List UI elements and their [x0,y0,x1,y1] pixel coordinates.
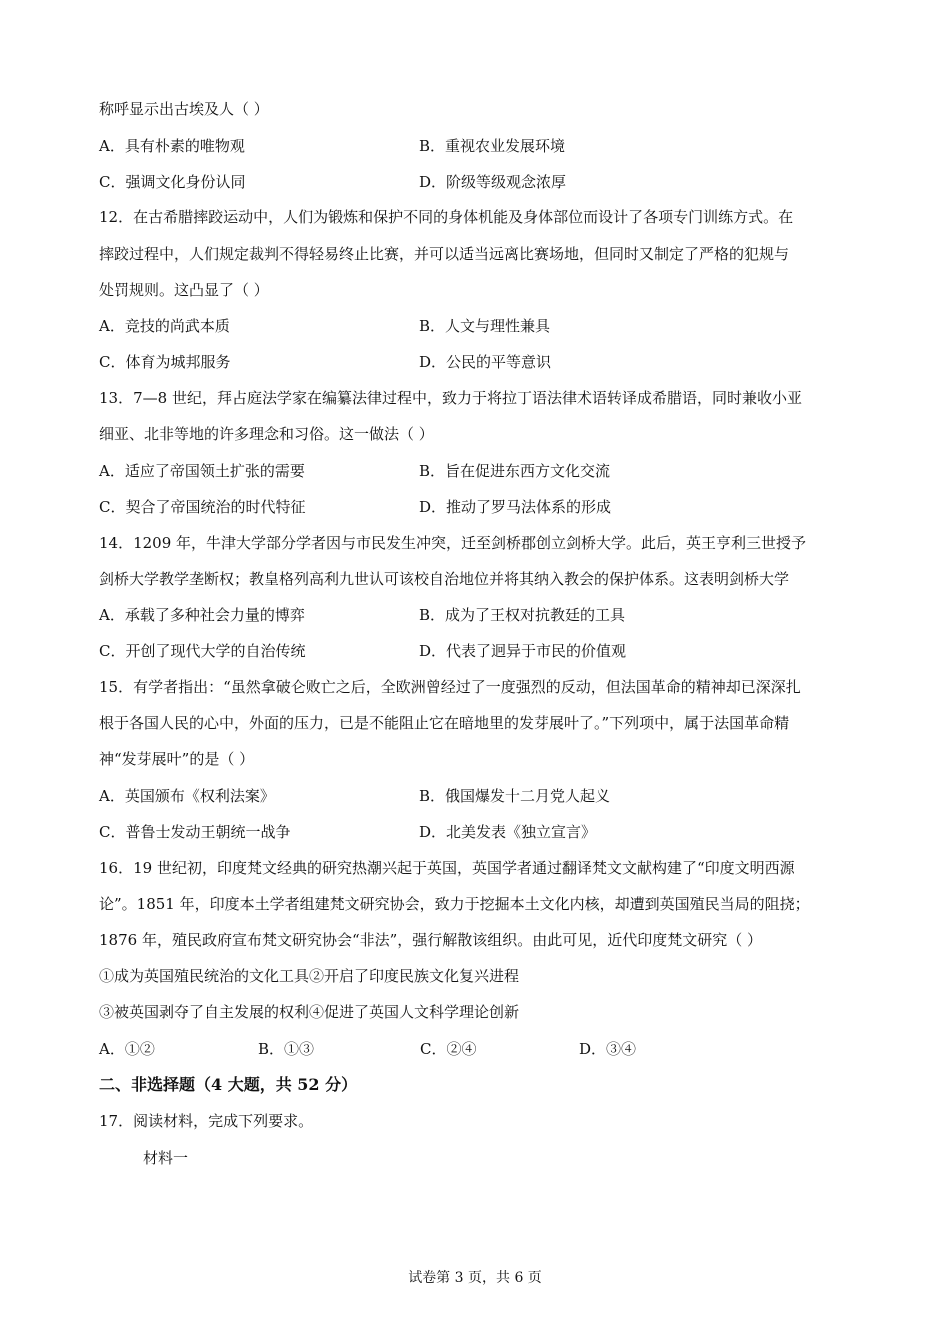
q15-line-3: 神“发芽展叶”的是（ ） [99,750,255,768]
q14-option-d: D．代表了迥异于市民的价值观 [419,642,627,660]
q11-option-d: D．阶级等级观念浓厚 [419,173,567,191]
q15-option-d: D．北美发表《独立宣言》 [419,823,597,841]
q16-option-d: D．③④ [579,1040,637,1058]
q14-option-c: C．开创了现代大学的自治传统 [99,642,306,660]
q15-line-1: 15．有学者指出：“虽然拿破仑败亡之后，全欧洲曾经过了一度强烈的反动，但法国革命的精神却已深深扎 [99,678,801,696]
q12-line-3: 处罚规则。这凸显了（ ） [99,281,269,299]
q17-line: 17．阅读材料，完成下列要求。 [99,1112,314,1130]
q12-option-b: B．人文与理性兼具 [419,317,551,335]
q16-option-c: C．②④ [420,1040,477,1058]
q12-line-2: 摔跤过程中，人们规定裁判不得轻易终止比赛，并可以适当远离比赛场地，但同时又制定了严格的犯规与 [99,245,790,263]
page-footer: 试卷第 3 页，共 6 页 [408,1270,542,1286]
q14-option-a: A．承载了多种社会力量的博弈 [99,606,305,624]
q16-line-2: 论”。1851 年，印度本土学者组建梵文研究协会，致力于挖掘本土文化内核，却遭到英国殖民当局的阻挠； [99,895,810,913]
q15-option-b: B．俄国爆发十二月党人起义 [419,787,611,805]
q11-option-c: C．强调文化身份认同 [99,173,246,191]
q12-option-a: A．竞技的尚武本质 [99,317,230,335]
q12-option-c: C．体育为城邦服务 [99,353,231,371]
q14-line-1: 14．1209 年，牛津大学部分学者因与市民发生冲突，迁至剑桥郡创立剑桥大学。此后，英王亨利三世授予 [99,534,807,552]
q15-option-a: A．英国颁布《权利法案》 [99,787,275,805]
q16-line-3: 1876 年，殖民政府宣布梵文研究协会“非法”，强行解散该组织。由此可见，近代印度梵文研究（ ） [99,931,763,949]
q16-option-b: B．①③ [258,1040,315,1058]
q17-material-label: 材料一 [143,1149,189,1167]
q13-line-2: 细亚、北非等地的许多理念和习俗。这一做法（ ） [99,425,434,443]
q16-statement-line-2: ③被英国剥夺了自主发展的权利④促进了英国人文科学理论创新 [99,1003,520,1021]
q11-option-a: A．具有朴素的唯物观 [99,137,245,155]
q13-option-d: D．推动了罗马法体系的形成 [419,498,612,516]
q14-option-b: B．成为了王权对抗教廷的工具 [419,606,626,624]
q13-line-1: 13．7—8 世纪，拜占庭法学家在编纂法律过程中，致力于将拉丁语法律术语转译成希腊语，同时兼收小亚 [99,389,802,407]
q11-tail: 称呼显示出古埃及人（ ） [99,100,269,118]
q13-option-c: C．契合了帝国统治的时代特征 [99,498,306,516]
section-heading: 二、非选择题（4 大题，共 52 分） [99,1075,358,1094]
q15-line-2: 根于各国人民的心中，外面的压力，已是不能阻止它在暗地里的发芽展叶了。”下列项中，属于法国革命精 [99,714,790,732]
q15-option-c: C．普鲁士发动王朝统一战争 [99,823,291,841]
q13-option-a: A．适应了帝国领土扩张的需要 [99,462,305,480]
q12-line-1: 12．在古希腊摔跤运动中，人们为锻炼和保护不同的身体机能及身体部位而设计了各项专门训练方式。在 [99,208,794,226]
q13-option-b: B．旨在促进东西方文化交流 [419,462,611,480]
q16-option-a: A．①② [99,1040,155,1058]
q11-option-b: B．重视农业发展环境 [419,137,566,155]
q16-line-1: 16．19 世纪初，印度梵文经典的研究热潮兴起于英国，英国学者通过翻译梵文文献构建了“印度文明西源 [99,859,795,877]
q12-option-d: D．公民的平等意识 [419,353,552,371]
q14-line-2: 剑桥大学教学垄断权；教皇格列高利九世认可该校自治地位并将其纳入教会的保护体系。这表明剑桥大学 [99,570,790,588]
q16-statement-line-1: ①成为英国殖民统治的文化工具②开启了印度民族文化复兴进程 [99,967,520,985]
